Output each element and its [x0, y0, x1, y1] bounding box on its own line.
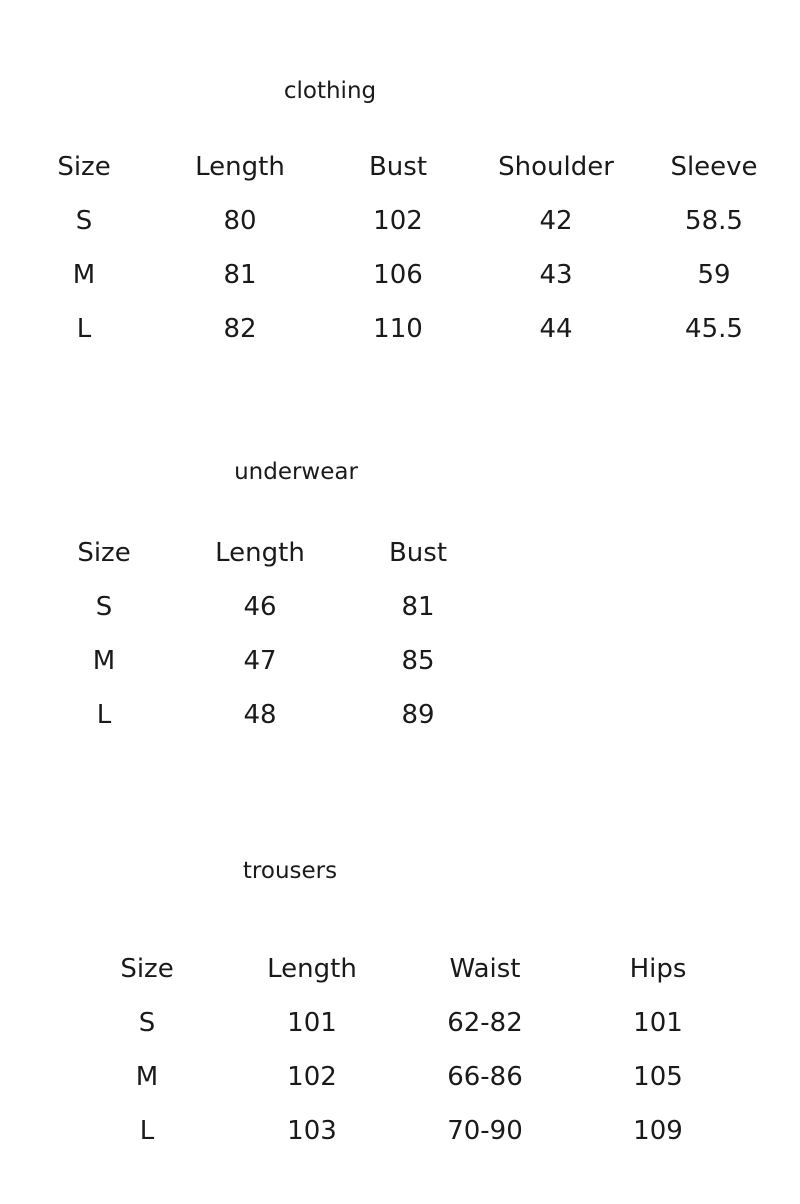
table-cell: S	[138, 1008, 156, 1038]
table-cell: 101	[633, 1008, 683, 1038]
underwear-header-size: Size	[77, 538, 131, 568]
table-cell: 80	[223, 206, 257, 236]
table-cell: 62-82	[447, 1008, 523, 1038]
table-cell: 59	[697, 260, 731, 290]
trousers-title: trousers	[242, 858, 338, 884]
table-cell: 105	[633, 1062, 683, 1092]
table-cell: 85	[401, 646, 435, 676]
table-cell: 82	[223, 314, 257, 344]
table-cell: S	[75, 206, 93, 236]
table-cell: 42	[539, 206, 573, 236]
trousers-header-hips: Hips	[629, 954, 687, 984]
table-cell: M	[135, 1062, 159, 1092]
table-cell: L	[139, 1116, 155, 1146]
table-cell: 103	[287, 1116, 337, 1146]
table-cell: 101	[287, 1008, 337, 1038]
table-cell: 46	[243, 592, 277, 622]
underwear-header-length: Length	[215, 538, 305, 568]
table-cell: M	[72, 260, 96, 290]
clothing-header-size: Size	[57, 152, 111, 182]
table-cell: 102	[287, 1062, 337, 1092]
table-cell: 47	[243, 646, 277, 676]
table-cell: 58.5	[685, 206, 743, 236]
table-cell: S	[95, 592, 113, 622]
table-cell: 66-86	[447, 1062, 523, 1092]
trousers-header-length: Length	[267, 954, 357, 984]
clothing-header-bust: Bust	[368, 152, 428, 182]
trousers-header-waist: Waist	[449, 954, 521, 984]
table-cell: L	[76, 314, 92, 344]
table-cell: L	[96, 700, 112, 730]
clothing-header-shoulder: Shoulder	[498, 152, 614, 182]
table-cell: 45.5	[685, 314, 743, 344]
table-cell: M	[92, 646, 116, 676]
clothing-header-sleeve: Sleeve	[670, 152, 758, 182]
clothing-title: clothing	[283, 78, 377, 104]
clothing-header-length: Length	[195, 152, 285, 182]
table-cell: 109	[633, 1116, 683, 1146]
table-cell: 81	[223, 260, 257, 290]
table-cell: 89	[401, 700, 435, 730]
table-cell: 48	[243, 700, 277, 730]
table-cell: 43	[539, 260, 573, 290]
trousers-header-size: Size	[120, 954, 174, 984]
table-cell: 102	[373, 206, 423, 236]
table-cell: 110	[373, 314, 423, 344]
table-cell: 81	[401, 592, 435, 622]
underwear-title: underwear	[234, 459, 358, 485]
table-cell: 44	[539, 314, 573, 344]
underwear-header-bust: Bust	[388, 538, 448, 568]
table-cell: 106	[373, 260, 423, 290]
table-cell: 70-90	[447, 1116, 523, 1146]
